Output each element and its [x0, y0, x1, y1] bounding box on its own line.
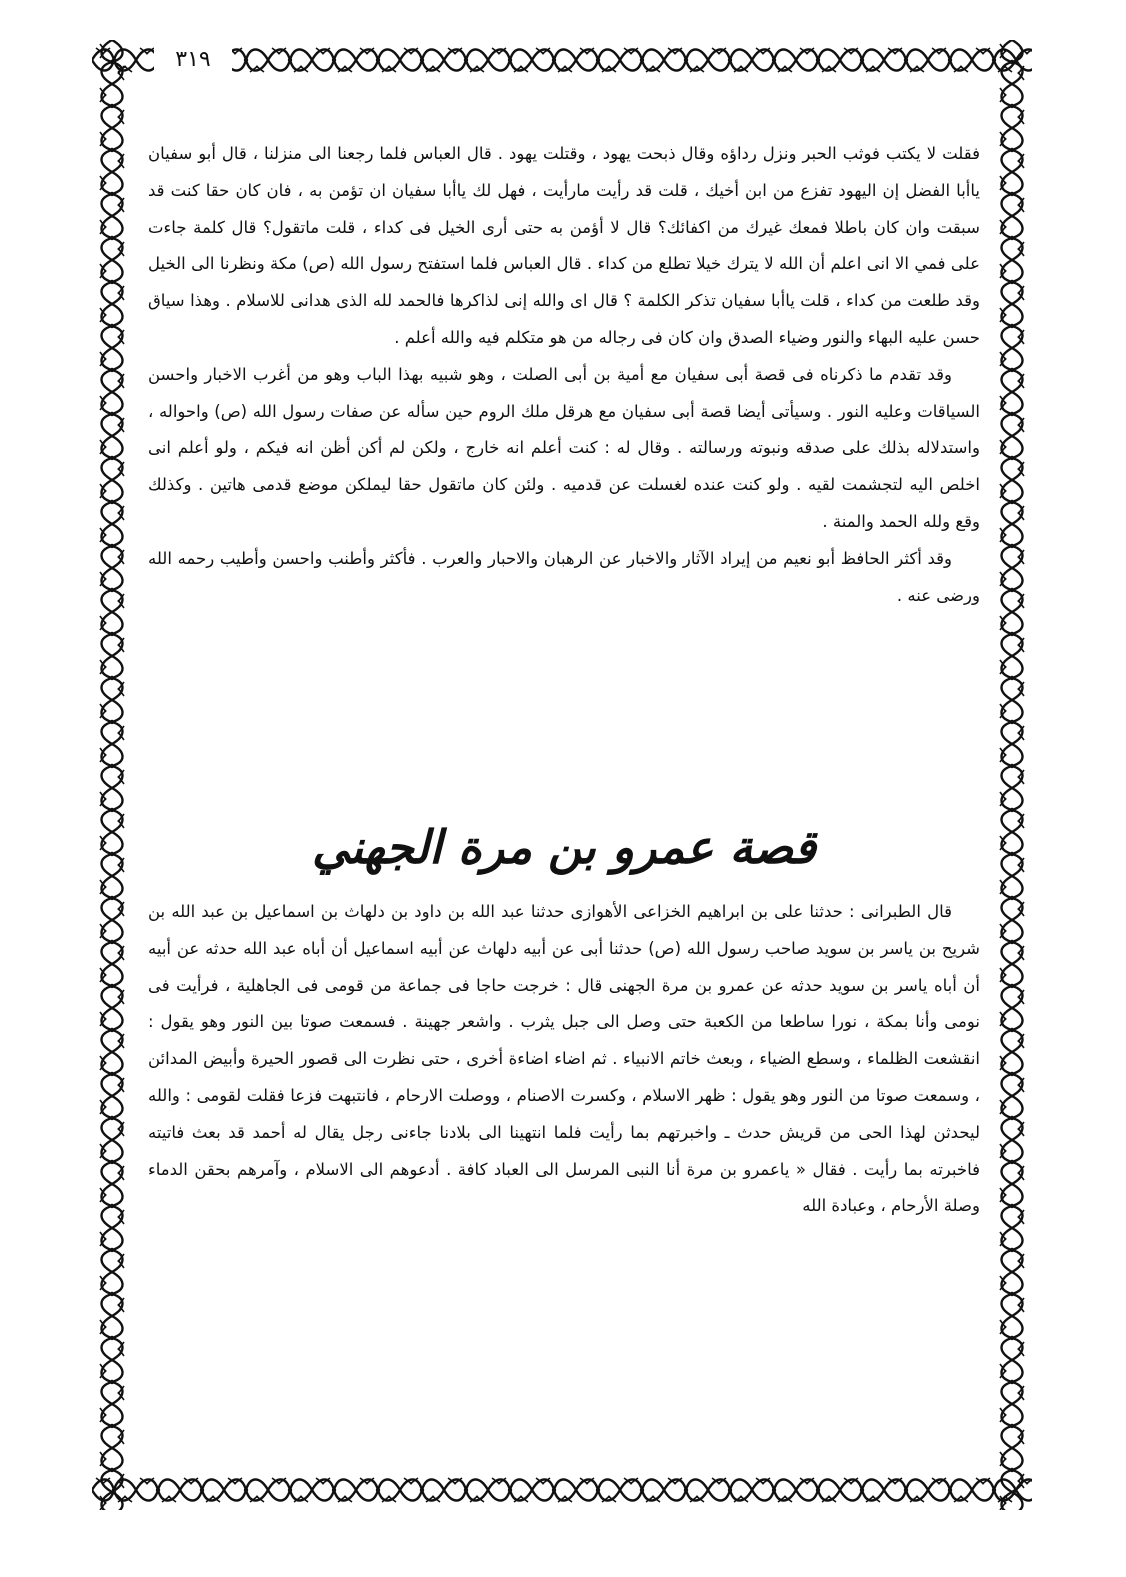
paragraph: فقلت لا يكتب فوثب الحبر ونزل رداؤه وقال ذبحت يهود ، وقتلت يهود . قال العباس فلما رجعنا الى منزلنا ، قال أبو سفيان ياأبا الفضل إن اليهود تفزع من ابن أخيك ، قلت قد رأيت مارأيت ، فهل لك ياأبا سفيان ان تؤمن به ، فان كان حقا كنت قد سبقت وان كان باطلا فمعك غيرك من اكفائك؟ قال لا أؤمن به حتى أرى الخيل فى كداء ، قلت ماتقول؟ قال كلمة جاءت على فمي الا انى اعلم أن الله لا يترك خيلا تطلع من كداء . قال العباس فلما استفتح رسول الله (ص) مكة ونظرنا الى الخيل وقد طلعت من كداء ، قلت ياأبا سفيان تذكر الكلمة ؟ قال اى والله إنى لذاكرها فالحمد لله الذى هدانى للاسلام . وهذا سياق حسن عليه البهاء والنور وضياء الصدق وان كان فى رجاله من هو متكلم فيه والله أعلم .: [148, 144, 980, 347]
section-text: [148, 894, 980, 1225]
paragraph: وقد أكثر الحافظ أبو نعيم من إيراد الآثار والاخبار عن الرهبان والاحبار والعرب . فأكثر وأطنب واحسن وأطيب رحمه الله ورضى عنه .: [148, 548, 980, 605]
ornamental-border-left: [92, 40, 132, 1510]
paragraph: قال الطبرانى : حدثنا على بن ابراهيم الخزاعى الأهوازى حدثنا عبد الله بن داود بن دلهاث بن اسماعيل بن عبد الله بن شريح بن ياسر بن سويد صاحب رسول الله (ص) حدثنا أبى عن أبيه دلهاث عن أبيه اسماعيل أن أباه عبد الله حدثه عن أبيه أن أباه ياسر بن سويد حدثه عن عمرو بن مرة الجهنى قال : خرجت حاجا فى جماعة من قومى فى الجاهلية ، فرأيت فى نومى وأنا بمكة ، نورا ساطعا من الكعبة حتى وصل الى جبل يثرب . واشعر جهينة . فسمعت صوتا بين النور وهو يقول : انقشعت الظلماء ، وسطع الضياء ، وبعث خاتم الانبياء . ثم اضاء اضاءة أخرى ، حتى نظرت الى قصور الحيرة وأبيض المدائن ، وسمعت صوتا من النور وهو يقول : ظهر الاسلام ، وكسرت الاصنام ، ووصلت الارحام ، فانتبهت فزعا فقلت لقومى : والله ليحدثن لهذا الحى من قريش حدث ـ واخبرتهم بما رأيت فلما انتهينا الى بلادنا جاءنى رجل يقال له أحمد قد بعث فاتيته فاخبرته بما رأيت . فقال « ياعمرو بن مرة أنا النبى المرسل الى العباد كافة . أدعوهم الى الاسلام ، وآمرهم بحقن الدماء وصلة الأرحام ، وعبادة الله: [148, 902, 980, 1216]
page-number: ٣١٩: [154, 44, 232, 76]
section-title: قصة عمرو بن مرة الجهني: [311, 820, 817, 874]
ornamental-border-right: [992, 40, 1032, 1510]
paragraph: وقد تقدم ما ذكرناه فى قصة أبى سفيان مع أمية بن أبى الصلت ، وهو شبيه بهذا الباب وهو من أغرب الاخبار واحسن السياقات وعليه النور . وسيأتى أيضا قصة أبى سفيان مع هرقل ملك الروم حين سأله عن صفات رسول الله (ص) واحواله ، واستدلاله بذلك على صدقه ونبوته ورسالته . وقال له : كنت أعلم انه خارج ، ولكن لم أكن أظن انه فيكم ، ولو أعلم انى اخلص اليه لتجشمت لقيه . ولو كنت عنده لغسلت عن قدميه . ولئن كان ماتقول حقا ليملكن موضع قدمى هاتين . وكذلك وقع ولله الحمد والمنة .: [148, 364, 980, 531]
ornamental-border-top: [92, 40, 1032, 80]
ornamental-border-bottom: [92, 1470, 1032, 1510]
main-text: [148, 136, 980, 614]
